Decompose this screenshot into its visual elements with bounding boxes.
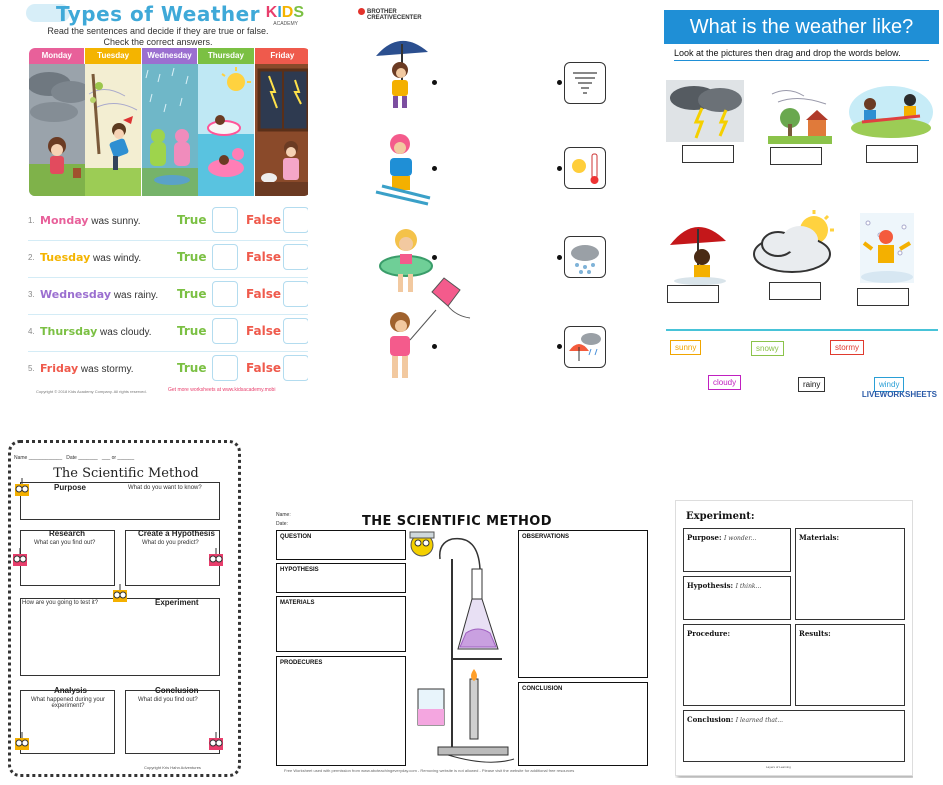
conclusion-question: What did you find out? [138,697,198,703]
rain-umbrella-icon [564,326,606,368]
true-checkbox[interactable] [212,207,238,233]
snow-cloud-icon [564,236,606,278]
kid-skiing-image [370,130,440,208]
false-label: False [246,287,281,301]
rainy-picture [666,215,730,285]
true-false-list [28,204,308,389]
word-chip-windy[interactable]: windy [874,377,904,392]
logo-subtitle: ACADEMY [273,21,298,27]
hypothesis-question: What do you predict? [142,540,199,546]
worksheet-banner: What is the weather like? [664,10,939,44]
worksheet-title: THE SCIENTIFIC METHOD [362,514,552,529]
hypothesis-box[interactable]: Hypothesis: I think... [683,576,791,620]
true-checkbox[interactable] [212,281,238,307]
purpose-question: What do you want to know? [128,485,202,491]
footer-text: Free Worksheet used with permission from www.abcteachingeveryday.com - Removing website is not allowed - Please visit the website for additional free resources [284,768,575,773]
research-heading: Research [49,529,86,538]
weekday-illustrations [29,48,308,196]
drag-drop-weather-worksheet [664,10,939,400]
weather-matching-worksheet [352,0,622,395]
statement-row: 4. Thursday was cloudy. True False [28,315,308,352]
liveworksheets-logo: LIVEWORKSHEETS [861,390,937,399]
kid-with-kite-image [370,308,440,386]
copyright-text: Copyright © 2018 Kids Academy Company. All rights reserved. [36,389,147,394]
conclusion-heading: Conclusion [155,686,199,695]
word-chip-stormy[interactable]: stormy [830,340,864,355]
snowy-picture [860,213,914,283]
worksheet-page [675,500,913,776]
footer-text: Layers of Learning [766,765,791,769]
name-date-labels: Name: Date: [276,512,291,527]
observations-box[interactable]: OBSERVATIONS [518,530,648,678]
kids-academy-logo: KIDS [265,4,304,21]
statement-row: 2. Tuesday was windy. True False [28,241,308,278]
match-dot[interactable] [432,80,437,85]
storm-picture [666,80,744,142]
question-box[interactable]: QUESTION [276,530,406,560]
brother-logo-icon [358,8,365,15]
materials-box[interactable]: Materials: [795,528,905,620]
scientific-method-worksheet [272,507,652,785]
word-chip-cloudy[interactable]: cloudy [708,375,741,390]
match-dot[interactable] [557,344,562,349]
cloudy-scene-image [29,64,84,196]
sunny-picture [848,82,934,140]
stormy-scene-image [255,64,308,196]
rainy-scene-image [142,64,197,196]
lab-equipment-image [408,529,516,769]
instructions: Read the sentences and decide if they are true or false. Check the correct answers. [47,26,269,47]
statement-row: 5. Friday was stormy. True False [28,352,308,389]
purpose-heading: Purpose [54,483,87,492]
footer-link[interactable]: Get more worksheets at www.kidsacademy.mobi [168,387,276,393]
hypothesis-heading: Create a Hypothesis [138,529,215,538]
robot-icon [12,732,32,756]
day-thursday: Thursday [198,48,254,196]
false-checkbox[interactable] [283,355,308,381]
brother-logo: BROTHER CREATIVECENTER [358,8,422,21]
analysis-question: What happened during your experiment? [30,697,106,709]
true-checkbox[interactable] [212,244,238,270]
research-box[interactable] [20,530,115,586]
scientific-method-doodle-worksheet [0,432,252,785]
conclusion-box[interactable]: CONCLUSION [518,682,648,766]
true-label: True [177,287,207,301]
false-checkbox[interactable] [283,281,308,307]
false-label: False [246,250,281,264]
true-label: True [177,324,207,338]
day-tuesday: Tuesday [85,48,141,196]
word-chip-sunny[interactable]: sunny [670,340,701,355]
name-date-line: Name ____________ Date _______ ___ or ______ [14,455,135,461]
divider-line [666,329,938,331]
results-box[interactable]: Results: [795,624,905,706]
true-checkbox[interactable] [212,355,238,381]
word-chip-rainy[interactable]: rainy [798,377,825,392]
false-label: False [246,213,281,227]
windy-picture [768,80,832,144]
test-question: How are you going to test it? [22,600,99,606]
windy-scene-image [85,64,140,196]
word-chip-snowy[interactable]: snowy [751,341,784,356]
true-label: True [177,213,207,227]
false-checkbox[interactable] [283,207,308,233]
match-dot[interactable] [557,166,562,171]
kid-with-umbrella-image [370,34,440,112]
procedure-box[interactable]: Procedure: [683,624,791,706]
robot-icon [206,548,226,572]
conclusion-box[interactable]: Conclusion: I learned that... [683,710,905,762]
robot-icon [10,548,30,572]
match-dot[interactable] [432,166,437,171]
day-friday: Friday [255,48,308,196]
answer-dropzone[interactable] [857,288,909,306]
match-dot[interactable] [432,344,437,349]
experiment-heading: Experiment [155,598,199,607]
purpose-box[interactable]: Purpose: I wonder... [683,528,791,572]
true-label: True [177,250,207,264]
materials-box[interactable]: MATERIALS [276,596,406,652]
tornado-icon [564,62,606,104]
false-checkbox[interactable] [283,244,308,270]
statement-row: 3. Wednesday was rainy. True False [28,278,308,315]
answer-dropzone[interactable] [866,145,918,163]
answer-dropzone[interactable] [770,147,822,165]
answer-dropzone[interactable] [667,285,719,303]
match-dot[interactable] [557,255,562,260]
robot-icon [110,584,130,608]
answer-dropzone[interactable] [682,145,734,163]
false-checkbox[interactable] [283,318,308,344]
match-dot[interactable] [432,255,437,260]
procedures-box[interactable]: PRODECURES [276,656,406,766]
day-wednesday: Wednesday [142,48,198,196]
worksheet-title: The Scientific Method [53,466,199,481]
copyright-text: Copyright Kris Hahn Adventures [144,765,201,770]
statement-row: 1. Monday was sunny. True False [28,204,308,241]
match-dot[interactable] [557,80,562,85]
true-checkbox[interactable] [212,318,238,344]
true-label: True [177,361,207,375]
worksheet-title: Experiment: [686,511,755,522]
robot-icon [12,478,32,502]
false-label: False [246,324,281,338]
cloudy-picture [748,210,844,280]
experiment-worksheet [675,500,913,778]
worksheet-title: Types of Weather [55,2,261,26]
day-monday: Monday [29,48,85,196]
hypothesis-box[interactable]: HYPOTHESIS [276,563,406,593]
research-question: What can you find out? [34,540,96,546]
types-of-weather-worksheet [8,0,308,395]
worksheet-instructions: Look at the pictures then drag and drop the words below. [674,48,929,61]
analysis-heading: Analysis [54,686,87,695]
robot-icon [206,732,226,756]
answer-dropzone[interactable] [769,282,821,300]
false-label: False [246,361,281,375]
sunny-scene-image [198,64,253,196]
experiment-box[interactable] [20,598,220,676]
sun-thermometer-icon [564,147,606,189]
